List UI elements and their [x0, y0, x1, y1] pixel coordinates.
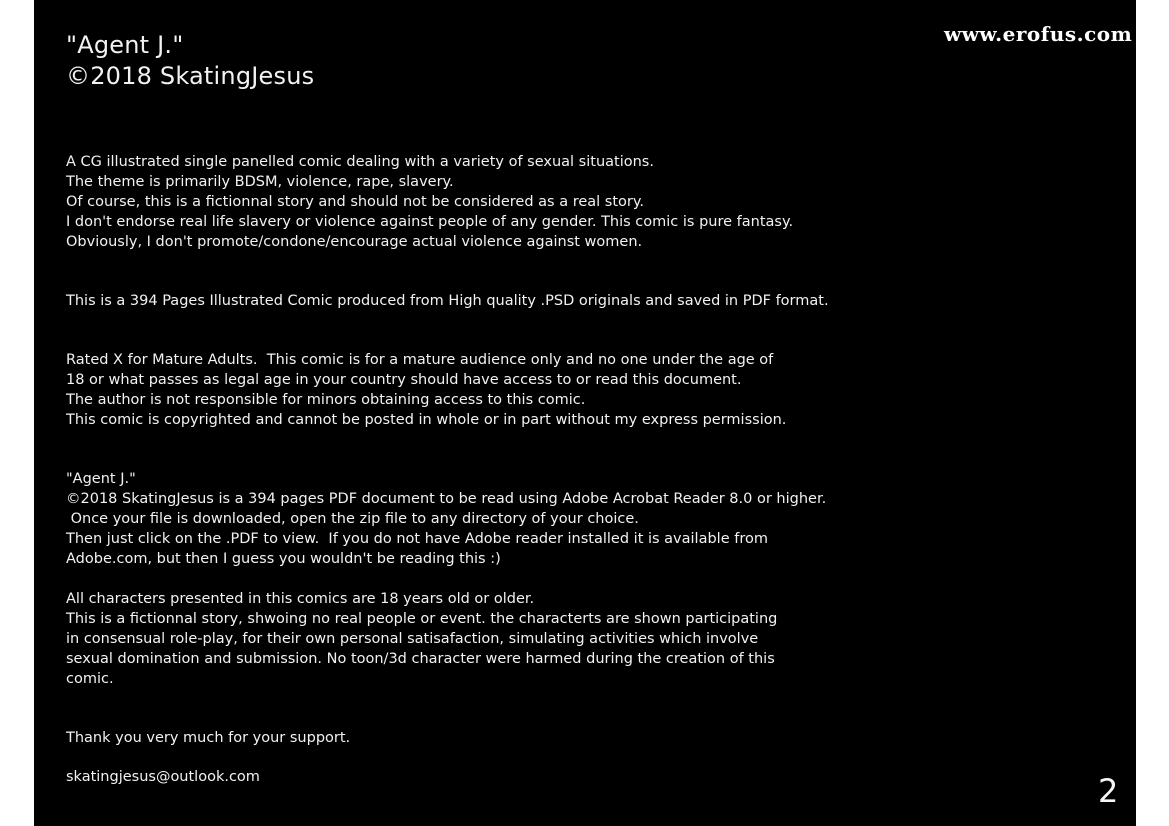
title-block	[66, 30, 314, 92]
disclaimer-paragraph	[66, 152, 793, 252]
instructions-line: "Agent J."	[66, 471, 136, 487]
copyright-line: ©2018 SkatingJesus	[66, 62, 315, 90]
disclaimer-line: Of course, this is a fictionnal story and should not be considered as a real story.	[66, 194, 644, 210]
thanks-paragraph	[66, 728, 350, 748]
characters-paragraph	[66, 589, 777, 689]
page-number: 2	[1098, 772, 1119, 810]
document-page	[34, 0, 1136, 826]
characters-line: This is a fictionnal story, shwoing no real people or event. the characterts are shown participating	[66, 611, 778, 627]
disclaimer-line: The theme is primarily BDSM, violence, rape, slavery.	[66, 174, 454, 190]
characters-line: comic.	[66, 671, 114, 687]
characters-line: in consensual role-play, for their own personal satisafaction, simulating activities which involve	[66, 631, 759, 647]
format-line: This is a 394 Pages Illustrated Comic produced from High quality .PSD originals and saved in PDF format.	[66, 293, 829, 309]
rating-paragraph	[66, 350, 786, 430]
email-paragraph	[66, 767, 260, 787]
rating-line: 18 or what passes as legal age in your country should have access to or read this document.	[66, 372, 742, 388]
author-email: skatingjesus@outlook.com	[66, 769, 260, 785]
thanks-line: Thank you very much for your support.	[66, 730, 351, 746]
disclaimer-line: A CG illustrated single panelled comic dealing with a variety of sexual situations.	[66, 154, 654, 170]
comic-title: "Agent J."	[66, 31, 184, 59]
format-paragraph	[66, 291, 829, 311]
watermark: www.erofus.com	[944, 22, 1133, 46]
characters-line: sexual domination and submission. No toon/3d character were harmed during the creation of this	[66, 651, 775, 667]
characters-line: All characters presented in this comics are 18 years old or older.	[66, 591, 535, 607]
instructions-paragraph	[66, 469, 826, 569]
rating-line: Rated X for Mature Adults. This comic is for a mature audience only and no one under the age of	[66, 352, 774, 368]
rating-line: The author is not responsible for minors obtaining access to this comic.	[66, 392, 586, 408]
instructions-line: Adobe.com, but then I guess you wouldn't be reading this :)	[66, 551, 501, 567]
instructions-line: ©2018 SkatingJesus is a 394 pages PDF document to be read using Adobe Acrobat Reader 8.0 or higher.	[66, 491, 827, 507]
instructions-line: Then just click on the .PDF to view. If you do not have Adobe reader installed it is available from	[66, 531, 768, 547]
instructions-line: Once your file is downloaded, open the zip file to any directory of your choice.	[66, 511, 639, 527]
disclaimer-line: I don't endorse real life slavery or violence against people of any gender. This comic is pure fantasy.	[66, 214, 794, 230]
rating-line: This comic is copyrighted and cannot be posted in whole or in part without my express permission.	[66, 412, 787, 428]
disclaimer-line: Obviously, I don't promote/condone/encourage actual violence against women.	[66, 234, 643, 250]
